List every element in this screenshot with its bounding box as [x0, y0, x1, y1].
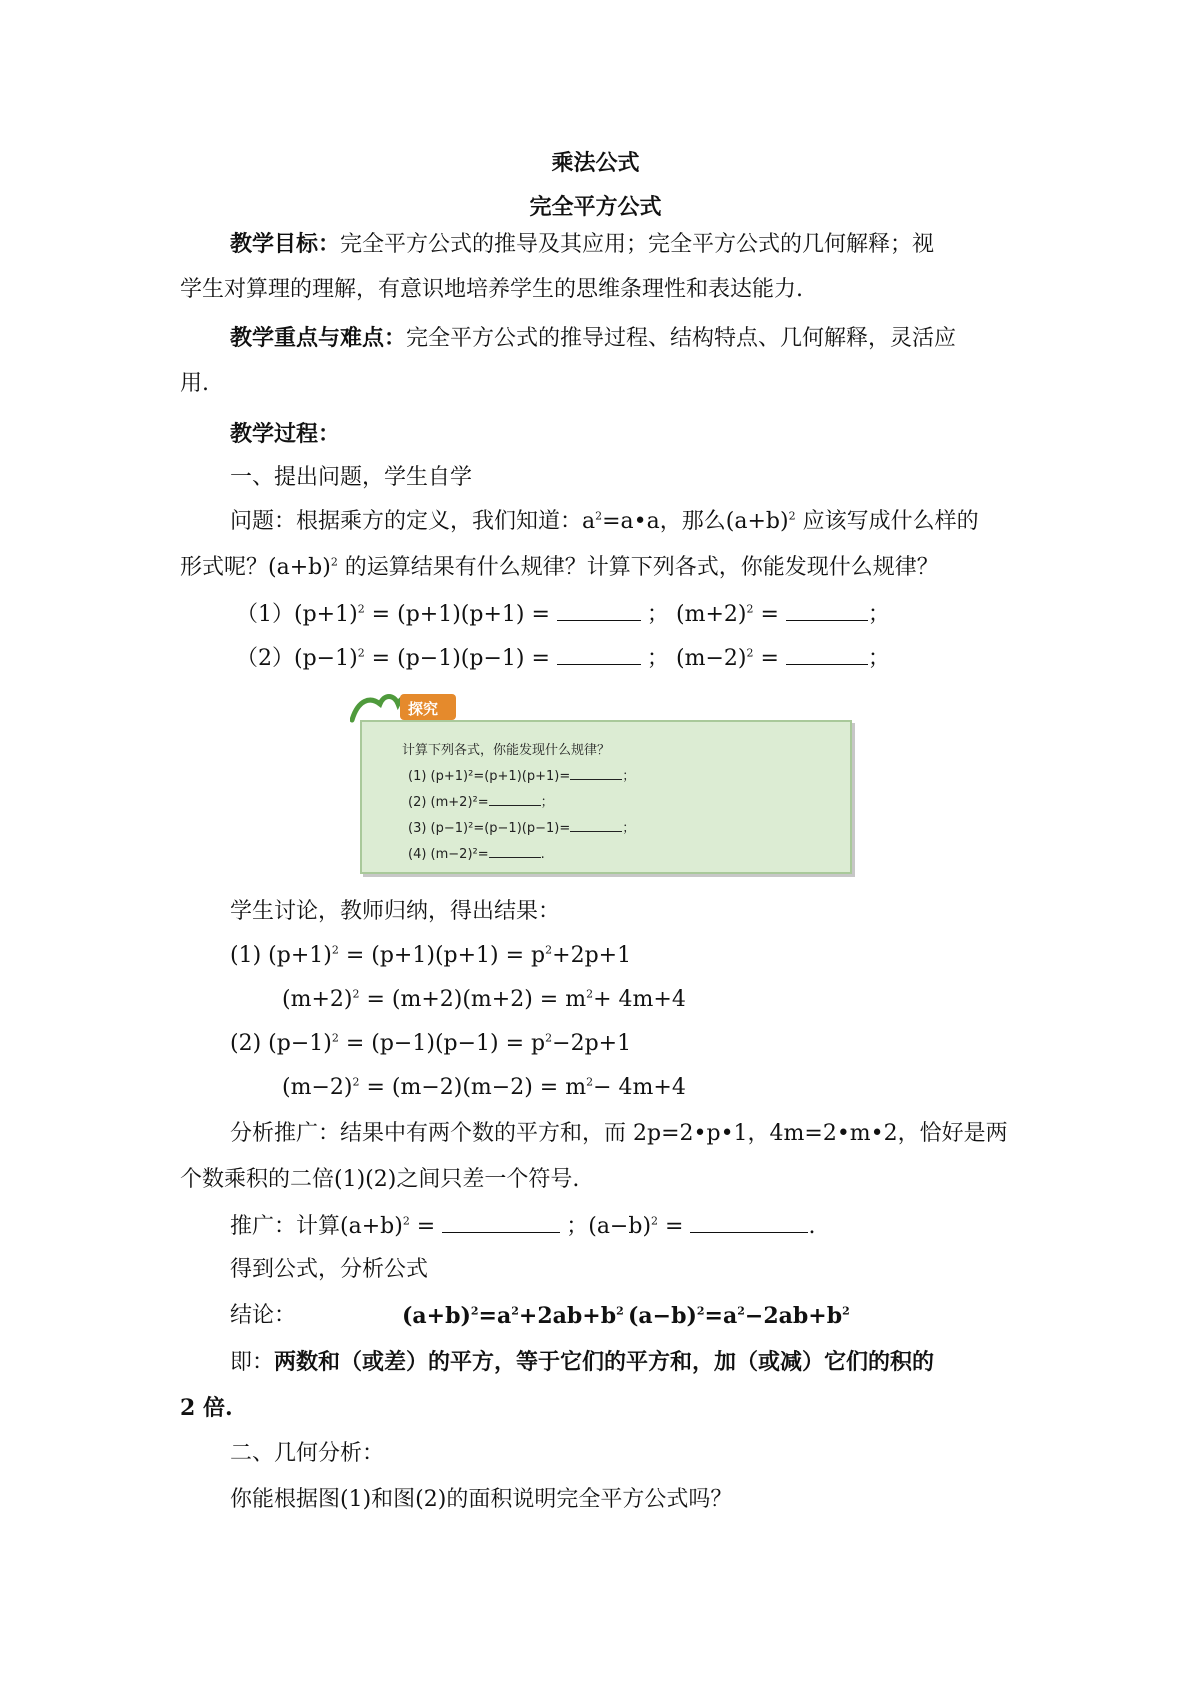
explore-prompt: 计算下列各式，你能发现什么规律？	[402, 743, 611, 758]
process-label: 教学过程：	[230, 421, 341, 447]
exercise-text: （2）(p−1)	[236, 646, 358, 671]
exercise-1-right	[676, 598, 890, 631]
exponent: 2	[331, 943, 339, 957]
result-text: − 4m+4	[593, 1075, 686, 1100]
explore-panel	[360, 720, 852, 874]
question-text: 应该写成什么样的	[795, 509, 979, 534]
focus-line-2: 用.	[180, 371, 209, 396]
explore-item	[408, 820, 635, 838]
conclusion-label: 结论：	[230, 1303, 297, 1328]
exponent: 2	[357, 646, 365, 660]
formula-text: (a−b)	[628, 1303, 697, 1329]
exponent: 2	[586, 1075, 594, 1089]
exercise-text: = (p−1)(p−1) =	[364, 646, 557, 671]
page-subtitle: 完全平方公式	[529, 194, 662, 220]
explore-item-text: ；	[622, 821, 636, 836]
exponent: 2	[842, 1304, 850, 1318]
page-title: 乘法公式	[551, 150, 640, 176]
result-text: (m+2)	[282, 987, 353, 1012]
exponent: 2	[511, 1304, 519, 1318]
exponent: 2	[696, 1304, 705, 1318]
result-text: = (m+2)(m+2) = m	[359, 987, 587, 1012]
discussion-line: 学生讨论，教师归纳，得出结果：	[230, 899, 561, 924]
goal-line-2: 学生对算理的理解，有意识地培养学生的思维条理性和表达能力.	[180, 277, 803, 302]
explore-item-text: (1) (p+1)²=(p+1)(p+1)=	[408, 769, 571, 784]
result-line-4	[282, 1072, 686, 1104]
formula-diff-square	[628, 1300, 850, 1332]
generalize-text: =	[658, 1214, 691, 1239]
result-line-2	[282, 984, 686, 1016]
exercise-text: （1）(p+1)	[236, 602, 358, 627]
exponent: 2	[586, 987, 594, 1001]
generalize-line	[230, 1210, 815, 1243]
exponent: 2	[651, 1214, 659, 1228]
explore-tab-icon	[350, 690, 460, 726]
exercise-text: (m+2)	[676, 602, 747, 627]
focus-text-1: 完全平方公式的推导过程、结构特点、几何解释，灵活应	[406, 326, 957, 351]
question-line-2	[180, 552, 939, 584]
result-text: (2) (p−1)	[230, 1031, 332, 1056]
explore-blank	[489, 794, 541, 806]
exercise-1-left	[236, 598, 669, 631]
answer-blank	[557, 642, 641, 665]
statement-line-1	[230, 1346, 934, 1379]
exercise-text: = (p+1)(p+1) =	[364, 602, 557, 627]
question-text: 形式呢？(a+b)	[180, 555, 331, 580]
separator: ；	[867, 646, 890, 671]
exercise-2-right	[676, 642, 890, 675]
result-text: +2p+1	[552, 943, 632, 968]
goal-text-1: 完全平方公式的推导及其应用；完全平方公式的几何解释；视	[340, 232, 935, 257]
statement-text: 两数和（或差）的平方，等于它们的平方和，加（或减）它们的积的	[274, 1349, 935, 1375]
result-text: −2p+1	[552, 1031, 632, 1056]
answer-blank	[786, 598, 868, 621]
exponent: 2	[352, 1075, 360, 1089]
exponent: 2	[330, 555, 338, 569]
goal-line-1	[230, 228, 934, 261]
formula-text: =a	[478, 1303, 512, 1329]
section-1-heading: 一、提出问题，学生自学	[230, 465, 473, 490]
statement-line-2: 2 倍.	[180, 1395, 233, 1421]
formula-text: −2ab+b	[744, 1303, 843, 1329]
exponent: 2	[788, 509, 796, 523]
explore-item-text: ；	[540, 795, 554, 810]
explore-item-text: .	[540, 847, 545, 862]
explore-item-text: ；	[622, 769, 636, 784]
exponent: 2	[545, 943, 553, 957]
explore-item-text: (2) (m+2)²=	[408, 795, 489, 810]
question-text: 问题：根据乘方的定义，我们知道：a	[230, 509, 596, 534]
answer-blank	[442, 1210, 560, 1233]
separator: ；	[646, 646, 669, 671]
separator: ；	[646, 602, 669, 627]
explore-blank	[570, 820, 622, 832]
question-text: =a•a，那么(a+b)	[602, 509, 789, 534]
result-text: + 4m+4	[593, 987, 686, 1012]
analysis-line-2: 个数乘积的二倍(1)(2)之间只差一个符号.	[180, 1167, 580, 1192]
explore-tab-label: 探究	[408, 700, 439, 718]
generalize-text: 推广：计算(a+b)	[230, 1214, 403, 1239]
answer-blank	[786, 642, 868, 665]
exercise-2-left	[236, 642, 669, 675]
exercise-text: =	[753, 602, 786, 627]
formula-text: +2ab+b	[518, 1303, 617, 1329]
generalize-text: .	[808, 1214, 816, 1239]
focus-line-1	[230, 322, 956, 355]
result-text: (m−2)	[282, 1075, 353, 1100]
formula-text: (a+b)	[402, 1303, 471, 1329]
generalize-text: ；(a−b)	[566, 1214, 652, 1239]
separator: ；	[867, 602, 890, 627]
result-text: = (p−1)(p−1) = p	[338, 1031, 546, 1056]
exponent: 2	[357, 602, 365, 616]
result-line-1	[230, 940, 631, 972]
result-line-3	[230, 1028, 631, 1060]
explore-item	[408, 846, 545, 864]
focus-label: 教学重点与难点：	[230, 325, 407, 351]
explore-blank	[570, 768, 622, 780]
statement-prefix: 即：	[230, 1350, 275, 1375]
exponent: 2	[352, 987, 360, 1001]
exponent: 2	[746, 646, 754, 660]
explore-blank	[489, 846, 541, 858]
question-text: 的运算结果有什么规律？计算下列各式，你能发现什么规律？	[337, 555, 939, 580]
explore-item	[408, 768, 635, 786]
answer-blank	[557, 598, 641, 621]
exponent: 2	[331, 1031, 339, 1045]
section-2-heading: 二、几何分析：	[230, 1441, 385, 1466]
result-text: = (p+1)(p+1) = p	[338, 943, 546, 968]
exponent: 2	[616, 1304, 624, 1318]
exponent: 2	[402, 1214, 410, 1228]
formula-intro: 得到公式，分析公式	[230, 1257, 429, 1282]
exponent: 2	[746, 602, 754, 616]
geometry-question: 你能根据图(1)和图(2)的面积说明完全平方公式吗？	[230, 1487, 733, 1512]
explore-item-text: (4) (m−2)²=	[408, 847, 489, 862]
result-text: = (m−2)(m−2) = m	[359, 1075, 587, 1100]
goal-label: 教学目标：	[230, 231, 341, 257]
formula-text: =a	[704, 1303, 738, 1329]
explore-item-text: (3) (p−1)²=(p−1)(p−1)=	[408, 821, 571, 836]
exercise-text: =	[753, 646, 786, 671]
exercise-text: (m−2)	[676, 646, 747, 671]
analysis-line-1: 分析推广：结果中有两个数的平方和，而 2p=2•p•1，4m=2•m•2，恰好是两	[230, 1121, 1008, 1146]
question-line-1	[230, 506, 979, 538]
generalize-text: =	[409, 1214, 443, 1239]
exponent: 2	[595, 509, 603, 523]
answer-blank	[690, 1210, 808, 1233]
explore-box	[350, 690, 850, 875]
exponent: 2	[470, 1304, 479, 1318]
formula-sum-square	[402, 1300, 624, 1332]
explore-item	[408, 794, 554, 812]
result-text: (1) (p+1)	[230, 943, 332, 968]
exponent: 2	[737, 1304, 745, 1318]
exponent: 2	[545, 1031, 553, 1045]
